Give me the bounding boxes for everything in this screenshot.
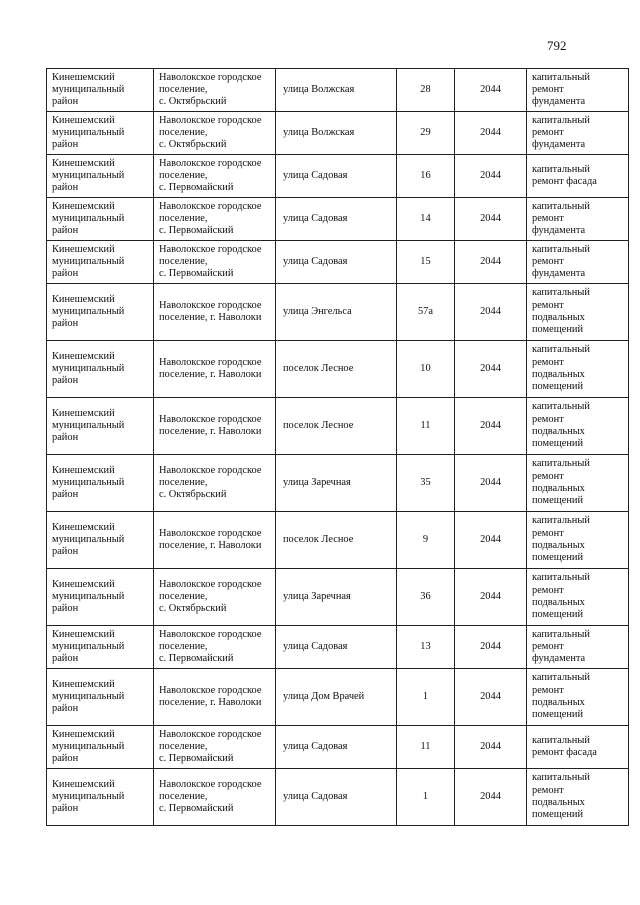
cell-line: с. Первомайский	[159, 753, 234, 765]
cell-work-type	[527, 155, 629, 198]
table-row	[47, 112, 629, 155]
cell-line: муниципальный	[52, 169, 125, 181]
cell-line: поселение,	[159, 255, 208, 267]
cell-line: Кинешемский	[52, 157, 115, 169]
cell-line: с. Октябрьский	[159, 489, 227, 501]
cell-line: район	[52, 182, 79, 194]
cell-street: поселок Лесное	[276, 341, 397, 398]
cell-settlement	[154, 455, 276, 512]
cell-line: капитальный	[532, 772, 590, 784]
cell-line: поселение, г. Наволоки	[159, 540, 262, 551]
cell-house-number: 11	[397, 398, 455, 455]
cell-line: с. Октябрьский	[159, 603, 227, 615]
cell-line: Кинешемский	[52, 243, 115, 255]
page-number: 792	[547, 38, 567, 53]
cell-line: подвальных	[532, 697, 585, 708]
cell-line: муниципальный	[52, 790, 125, 802]
cell-street: поселок Лесное	[276, 398, 397, 455]
cell-line: муниципальный	[52, 305, 125, 317]
cell-district	[47, 769, 154, 826]
cell-line: район	[52, 546, 79, 558]
cell-line: подвальных	[532, 426, 585, 437]
cell-line: Наволокское городское	[159, 157, 262, 169]
cell-line: Кинешемский	[52, 728, 115, 740]
cell-line: Кинешемский	[52, 464, 115, 476]
cell-work-type	[527, 769, 629, 826]
cell-year: 2044	[455, 669, 527, 726]
table-row	[47, 726, 629, 769]
cell-line: поселение, г. Наволоки	[159, 426, 262, 437]
cell-year: 2044	[455, 512, 527, 569]
cell-line: поселение,	[159, 790, 208, 802]
cell-line: с. Первомайский	[159, 225, 234, 237]
cell-year: 2044	[455, 284, 527, 341]
cell-settlement	[154, 569, 276, 626]
cell-line: поселение,	[159, 590, 208, 602]
cell-house-number: 35	[397, 455, 455, 512]
cell-settlement	[154, 398, 276, 455]
cell-district	[47, 341, 154, 398]
cell-line: ремонт	[532, 356, 564, 368]
cell-street: улица Волжская	[276, 69, 397, 112]
cell-line: муниципальный	[52, 419, 125, 431]
cell-line: капитальный	[532, 163, 590, 175]
cell-work-type	[527, 455, 629, 512]
cell-year: 2044	[455, 626, 527, 669]
cell-street: улица Садовая	[276, 241, 397, 284]
cell-work-type	[527, 341, 629, 398]
cell-street: улица Заречная	[276, 569, 397, 626]
cell-district	[47, 398, 154, 455]
cell-line: капитальный	[532, 200, 590, 212]
cell-line: подвальных	[532, 369, 585, 380]
table-row	[47, 769, 629, 826]
table-row	[47, 155, 629, 198]
cell-year: 2044	[455, 69, 527, 112]
cell-line: район	[52, 268, 79, 280]
cell-work-type	[527, 398, 629, 455]
cell-line: муниципальный	[52, 640, 125, 652]
cell-line: муниципальный	[52, 255, 125, 267]
cell-year: 2044	[455, 726, 527, 769]
cell-line: ремонт	[532, 126, 564, 138]
cell-line: помещений	[532, 809, 584, 821]
cell-line: ремонт	[532, 83, 564, 95]
cell-line: ремонт	[532, 255, 564, 267]
cell-house-number: 36	[397, 569, 455, 626]
cell-line: муниципальный	[52, 590, 125, 602]
cell-street: улица Дом Врачей	[276, 669, 397, 726]
cell-district	[47, 569, 154, 626]
cell-line: помещений	[532, 438, 584, 450]
cell-line: Наволокское городское	[159, 200, 262, 212]
cell-work-type	[527, 198, 629, 241]
cell-line: поселение,	[159, 740, 208, 752]
cell-line: помещений	[532, 495, 584, 507]
cell-line: Кинешемский	[52, 293, 115, 305]
cell-line: поселение,	[159, 126, 208, 138]
cell-street: улица Энгельса	[276, 284, 397, 341]
cell-line: район	[52, 489, 79, 501]
cell-line: муниципальный	[52, 476, 125, 488]
cell-line: район	[52, 96, 79, 108]
cell-line: ремонт фасада	[532, 747, 597, 758]
cell-line: с. Первомайский	[159, 803, 234, 815]
cell-settlement	[154, 341, 276, 398]
cell-line: район	[52, 139, 79, 151]
cell-line: фундамента	[532, 268, 586, 280]
cell-line: ремонт	[532, 684, 564, 696]
cell-line: подвальных	[532, 797, 585, 808]
cell-house-number: 1	[397, 669, 455, 726]
cell-line: Кинешемский	[52, 200, 115, 212]
cell-work-type	[527, 669, 629, 726]
cell-district	[47, 284, 154, 341]
cell-line: капитальный	[532, 287, 590, 299]
cell-work-type	[527, 69, 629, 112]
cell-line: фундамента	[532, 96, 586, 108]
cell-work-type	[527, 241, 629, 284]
table-row	[47, 455, 629, 512]
cell-line: муниципальный	[52, 690, 125, 702]
table-row	[47, 669, 629, 726]
cell-line: ремонт	[532, 299, 564, 311]
cell-line: ремонт	[532, 527, 564, 539]
cell-district	[47, 726, 154, 769]
cell-line: Кинешемский	[52, 114, 115, 126]
cell-line: капитальный	[532, 734, 590, 746]
cell-line: Наволокское городское	[159, 356, 262, 368]
cell-settlement	[154, 69, 276, 112]
cell-line: помещений	[532, 552, 584, 564]
cell-settlement	[154, 669, 276, 726]
cell-line: с. Первомайский	[159, 653, 234, 665]
cell-line: поселение,	[159, 83, 208, 95]
cell-work-type	[527, 569, 629, 626]
cell-line: Кинешемский	[52, 350, 115, 362]
cell-settlement	[154, 155, 276, 198]
cell-house-number: 11	[397, 726, 455, 769]
cell-line: помещений	[532, 609, 584, 621]
cell-settlement	[154, 769, 276, 826]
cell-work-type	[527, 284, 629, 341]
cell-settlement	[154, 726, 276, 769]
cell-line: с. Октябрьский	[159, 139, 227, 151]
cell-year: 2044	[455, 569, 527, 626]
cell-work-type	[527, 512, 629, 569]
cell-line: поселение,	[159, 169, 208, 181]
table-row	[47, 569, 629, 626]
cell-line: Наволокское городское	[159, 243, 262, 255]
cell-line: фундамента	[532, 225, 586, 237]
cell-settlement	[154, 626, 276, 669]
cell-district	[47, 669, 154, 726]
cell-line: Наволокское городское	[159, 114, 262, 126]
table-row	[47, 241, 629, 284]
cell-street: улица Садовая	[276, 726, 397, 769]
cell-line: с. Октябрьский	[159, 96, 227, 108]
cell-line: поселение, г. Наволоки	[159, 697, 262, 708]
cell-line: капитальный	[532, 458, 590, 470]
cell-line: Наволокское городское	[159, 71, 262, 83]
cell-line: ремонт	[532, 640, 564, 652]
cell-line: капитальный	[532, 672, 590, 684]
cell-line: подвальных	[532, 483, 585, 494]
cell-street: улица Волжская	[276, 112, 397, 155]
cell-house-number: 9	[397, 512, 455, 569]
cell-line: Наволокское городское	[159, 628, 262, 640]
cell-line: район	[52, 318, 79, 330]
cell-line: помещений	[532, 324, 584, 336]
cell-house-number: 13	[397, 626, 455, 669]
cell-district	[47, 112, 154, 155]
cell-line: муниципальный	[52, 126, 125, 138]
cell-line: фундамента	[532, 653, 586, 665]
cell-house-number: 14	[397, 198, 455, 241]
cell-house-number: 15	[397, 241, 455, 284]
cell-line: Наволокское городское	[159, 527, 262, 539]
cell-district	[47, 69, 154, 112]
cell-line: поселение,	[159, 640, 208, 652]
cell-line: муниципальный	[52, 362, 125, 374]
cell-district	[47, 198, 154, 241]
cell-year: 2044	[455, 769, 527, 826]
cell-line: муниципальный	[52, 212, 125, 224]
cell-year: 2044	[455, 155, 527, 198]
cell-house-number: 29	[397, 112, 455, 155]
table-row	[47, 198, 629, 241]
cell-line: район	[52, 803, 79, 815]
cell-line: подвальных	[532, 597, 585, 608]
cell-line: фундамента	[532, 139, 586, 151]
cell-work-type	[527, 626, 629, 669]
cell-year: 2044	[455, 241, 527, 284]
cell-year: 2044	[455, 112, 527, 155]
cell-line: Наволокское городское	[159, 728, 262, 740]
cell-line: Кинешемский	[52, 71, 115, 83]
cell-year: 2044	[455, 455, 527, 512]
cell-line: Кинешемский	[52, 521, 115, 533]
cell-settlement	[154, 512, 276, 569]
cell-district	[47, 512, 154, 569]
cell-house-number: 10	[397, 341, 455, 398]
cell-line: капитальный	[532, 114, 590, 126]
cell-line: ремонт	[532, 413, 564, 425]
cell-line: муниципальный	[52, 740, 125, 752]
cell-work-type	[527, 112, 629, 155]
cell-line: капитальный	[532, 572, 590, 584]
cell-line: ремонт	[532, 784, 564, 796]
cell-settlement	[154, 112, 276, 155]
cell-line: Кинешемский	[52, 778, 115, 790]
cell-line: Наволокское городское	[159, 684, 262, 696]
cell-line: район	[52, 703, 79, 715]
cell-line: помещений	[532, 709, 584, 721]
cell-year: 2044	[455, 341, 527, 398]
cell-street: улица Садовая	[276, 769, 397, 826]
cell-line: Кинешемский	[52, 578, 115, 590]
cell-street: улица Садовая	[276, 198, 397, 241]
cell-street: улица Заречная	[276, 455, 397, 512]
cell-line: Наволокское городское	[159, 299, 262, 311]
table-row	[47, 398, 629, 455]
cell-street: поселок Лесное	[276, 512, 397, 569]
cell-line: Наволокское городское	[159, 578, 262, 590]
cell-line: ремонт	[532, 584, 564, 596]
cell-house-number: 16	[397, 155, 455, 198]
cell-line: поселение, г. Наволоки	[159, 312, 262, 323]
cell-line: Наволокское городское	[159, 778, 262, 790]
cell-line: муниципальный	[52, 533, 125, 545]
cell-year: 2044	[455, 398, 527, 455]
cell-line: Кинешемский	[52, 407, 115, 419]
cell-line: район	[52, 753, 79, 765]
cell-line: капитальный	[532, 628, 590, 640]
cell-street: улица Садовая	[276, 155, 397, 198]
cell-line: муниципальный	[52, 83, 125, 95]
registry-table-body	[47, 69, 629, 826]
cell-line: район	[52, 225, 79, 237]
cell-line: ремонт	[532, 212, 564, 224]
cell-line: помещений	[532, 381, 584, 393]
table-row	[47, 69, 629, 112]
cell-line: район	[52, 653, 79, 665]
table-row	[47, 512, 629, 569]
cell-line: район	[52, 375, 79, 387]
cell-line: Наволокское городское	[159, 464, 262, 476]
cell-line: Кинешемский	[52, 678, 115, 690]
cell-year: 2044	[455, 198, 527, 241]
cell-line: капитальный	[532, 515, 590, 527]
cell-line: ремонт	[532, 470, 564, 482]
cell-house-number: 1	[397, 769, 455, 826]
cell-district	[47, 241, 154, 284]
cell-line: район	[52, 432, 79, 444]
table-row	[47, 284, 629, 341]
cell-line: поселение, г. Наволоки	[159, 369, 262, 380]
cell-line: подвальных	[532, 540, 585, 551]
table-row	[47, 341, 629, 398]
cell-settlement	[154, 284, 276, 341]
cell-line: Наволокское городское	[159, 413, 262, 425]
cell-line: поселение,	[159, 212, 208, 224]
cell-street: улица Садовая	[276, 626, 397, 669]
table-row	[47, 626, 629, 669]
cell-settlement	[154, 241, 276, 284]
cell-line: район	[52, 603, 79, 615]
cell-work-type	[527, 726, 629, 769]
cell-line: капитальный	[532, 243, 590, 255]
cell-line: поселение,	[159, 476, 208, 488]
cell-line: капитальный	[532, 344, 590, 356]
cell-line: с. Первомайский	[159, 182, 234, 194]
cell-line: подвальных	[532, 312, 585, 323]
cell-line: Кинешемский	[52, 628, 115, 640]
cell-line: капитальный	[532, 71, 590, 83]
registry-table	[46, 68, 629, 826]
cell-settlement	[154, 198, 276, 241]
cell-house-number: 28	[397, 69, 455, 112]
cell-line: с. Первомайский	[159, 268, 234, 280]
cell-line: ремонт фасада	[532, 176, 597, 187]
cell-district	[47, 626, 154, 669]
cell-district	[47, 155, 154, 198]
cell-district	[47, 455, 154, 512]
cell-line: капитальный	[532, 401, 590, 413]
cell-house-number: 57а	[397, 284, 455, 341]
